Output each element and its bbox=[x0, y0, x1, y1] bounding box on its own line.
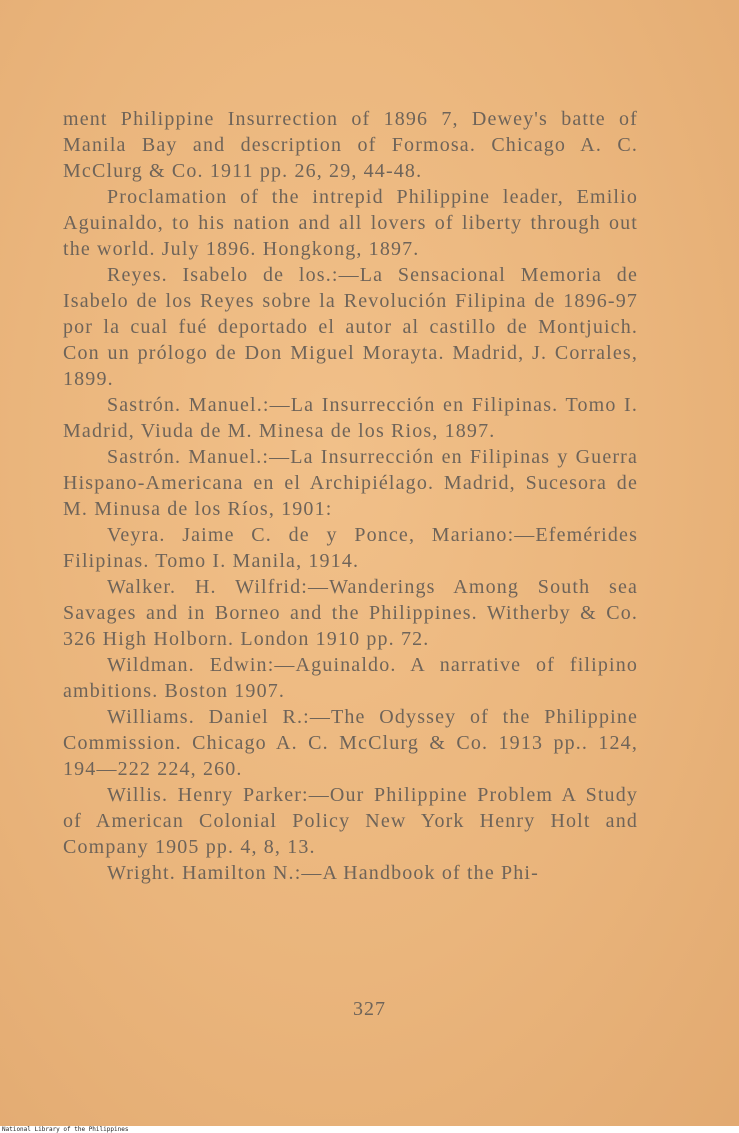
entry-proclamation: Proclamation of the intrepid Philippine leader, Emilio Aguinaldo, to his nation and all lovers of liberty through out the world. July 1896. Hongkong, 1897. bbox=[63, 186, 638, 260]
entry-willis: Willis. Henry Parker:—Our Philippine Problem A Study of American Colonial Policy New York Henry Holt and Company 1905 pp. 4, 8, 13. bbox=[63, 784, 638, 858]
entry-sastron-2: Sastrón. Manuel.:—La Insurrección en Filipinas y Guerra Hispano-Americana en el Archipiélago. Madrid, Sucesora de M. Minusa de los Ríos, 1901: bbox=[63, 446, 638, 520]
entry-walker: Walker. H. Wilfrid:—Wanderings Among South sea Savages and in Borneo and the Philippines. Witherby & Co. 326 High Holborn. London 1910 pp. 72. bbox=[63, 576, 638, 650]
entry-wright: Wright. Hamilton N.:—A Handbook of the Phi- bbox=[107, 862, 539, 884]
entry-reyes: Reyes. Isabelo de los.:—La Sensacional Memoria de Isabelo de los Reyes sobre la Revolución Filipina de 1896-97 por la cual fué deportado el autor al castillo de Montjuich. Con un prólogo de Don Miguel Morayta. Madrid, J. Corrales, 1899. bbox=[63, 264, 638, 390]
library-footer: National Library of the Philippines bbox=[2, 1126, 129, 1133]
entry-wildman: Wildman. Edwin:—Aguinaldo. A narrative of filipino ambitions. Boston 1907. bbox=[63, 654, 638, 702]
entry-williams: Williams. Daniel R.:—The Odyssey of the Philippine Commission. Chicago A. C. McClurg & Co. 1913 pp.. 124, 194—222 224, 260. bbox=[63, 706, 638, 780]
entry-sastron-1: Sastrón. Manuel.:—La Insurrección en Filipinas. Tomo I. Madrid, Viuda de M. Minesa de los Rios, 1897. bbox=[63, 394, 638, 442]
bibliography-text bbox=[63, 106, 638, 886]
entry-veyra: Veyra. Jaime C. de y Ponce, Mariano:—Efemérides Filipinas. Tomo I. Manila, 1914. bbox=[63, 524, 638, 572]
page-number: 327 bbox=[353, 998, 386, 1020]
entry-continuation: ment Philippine Insurrection of 1896 7, Dewey's batte of Manila Bay and description of Formosa. Chicago A. C. McClurg & Co. 1911 pp. 26, 29, 44-48. bbox=[63, 108, 638, 182]
